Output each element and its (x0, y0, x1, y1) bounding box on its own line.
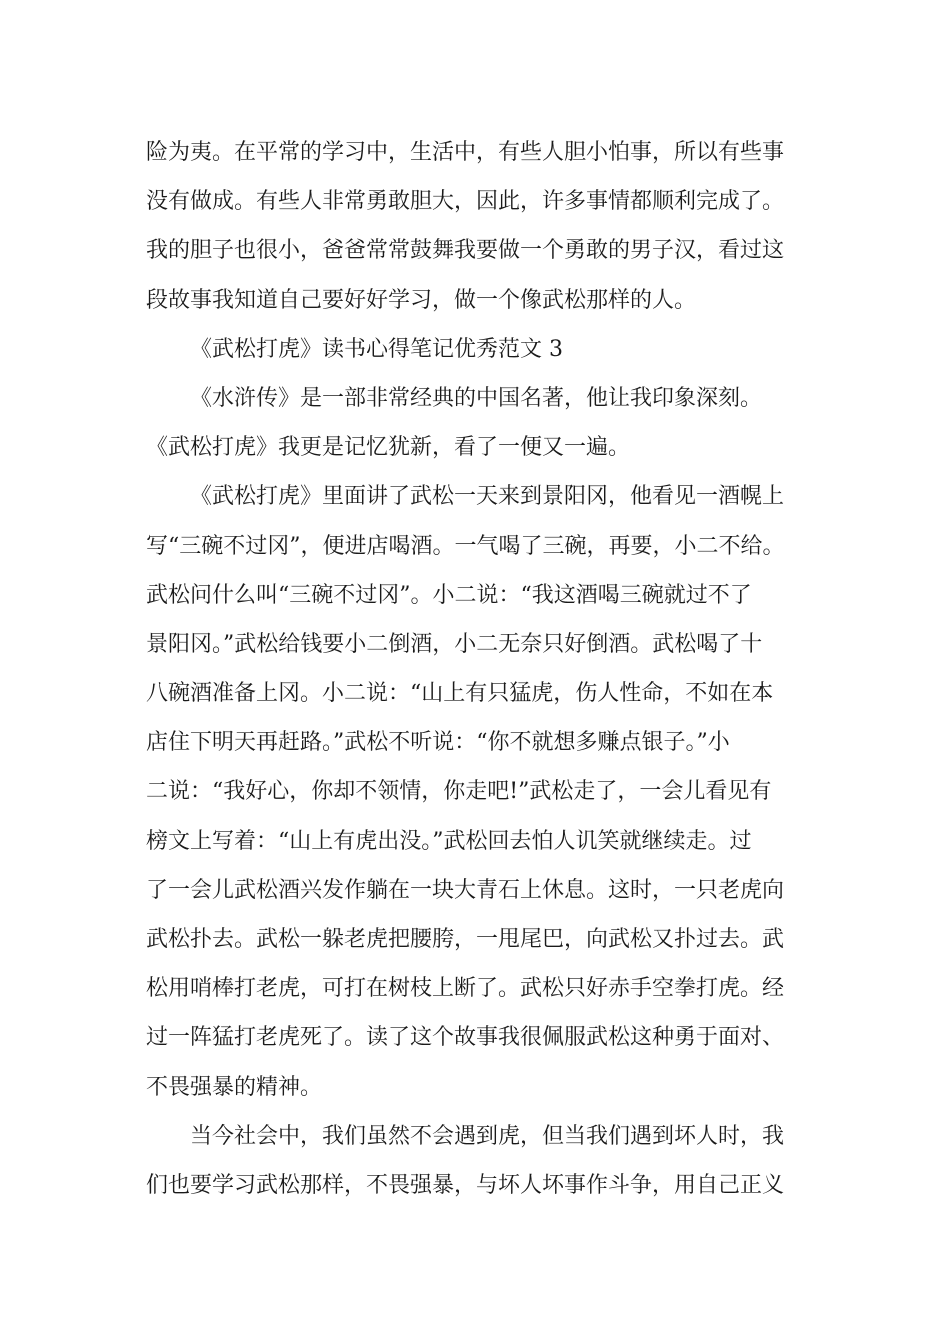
text-line: 们也要学习武松那样，不畏强暴，与坏人坏事作斗争，用自己正义 (146, 1172, 785, 1198)
text-line: 武松扑去。武松一躲老虎把腰胯，一甩尾巴，向武松又扑过去。武 (146, 927, 785, 952)
text-line: 武松问什么叫“三碗不过冈”。小二说：“我这酒喝三碗就过不了 (146, 582, 752, 608)
text-line: 我的胆子也很小，爸爸常常鼓舞我要做一个勇敢的男子汉，看过这 (146, 238, 785, 264)
text-line: 《武松打虎》读书心得笔记优秀范文 3 (190, 336, 563, 362)
text-line: 八碗酒准备上冈。小二说：“山上有只猛虎，伤人性命，不如在本 (146, 681, 774, 707)
text-line: 榜文上写着：“山上有虎出没。”武松回去怕人讥笑就继续走。过 (146, 828, 752, 854)
text-line: 二说：“我好心，你却不领情，你走吧!”武松走了，一会儿看见有 (146, 779, 772, 805)
text-line: 险为夷。在平常的学习中，生活中，有些人胆小怕事，所以有些事 (146, 140, 785, 165)
body-text (146, 128, 826, 1210)
text-line: 《武松打虎》我更是记忆犹新，看了一便又一遍。 (146, 435, 631, 461)
text-line: 没有做成。有些人非常勇敢胆大，因此，许多事情都顺利完成了。 (146, 189, 785, 215)
text-line: 写“三碗不过冈”，便进店喝酒。一气喝了三碗，再要，小二不给。 (146, 533, 785, 559)
text-line: 景阳冈。”武松给钱要小二倒酒，小二无奈只好倒酒。武松喝了十 (146, 631, 763, 657)
text-line: 《武松打虎》里面讲了武松一天来到景阳冈，他看见一酒幌上 (190, 484, 785, 510)
text-line: 了一会儿武松酒兴发作躺在一块大青石上休息。这时，一只老虎向 (146, 877, 785, 903)
text-line: 过一阵猛打老虎死了。读了这个故事我很佩服武松这种勇于面对、 (146, 1025, 785, 1051)
text-line: 《水浒传》是一部非常经典的中国名著，他让我印象深刻。 (190, 385, 763, 411)
text-line: 店住下明天再赶路。”武松不听说：“你不就想多赚点银子。”小 (146, 730, 730, 756)
text-line: 松用哨棒打老虎，可打在树枝上断了。武松只好赤手空拳打虎。经 (146, 976, 785, 1002)
text-line: 不畏强暴的精神。 (146, 1074, 323, 1100)
text-line: 当今社会中，我们虽然不会遇到虎，但当我们遇到坏人时，我 (190, 1123, 785, 1149)
text-line: 段故事我知道自己要好好学习，做一个像武松那样的人。 (146, 287, 697, 313)
